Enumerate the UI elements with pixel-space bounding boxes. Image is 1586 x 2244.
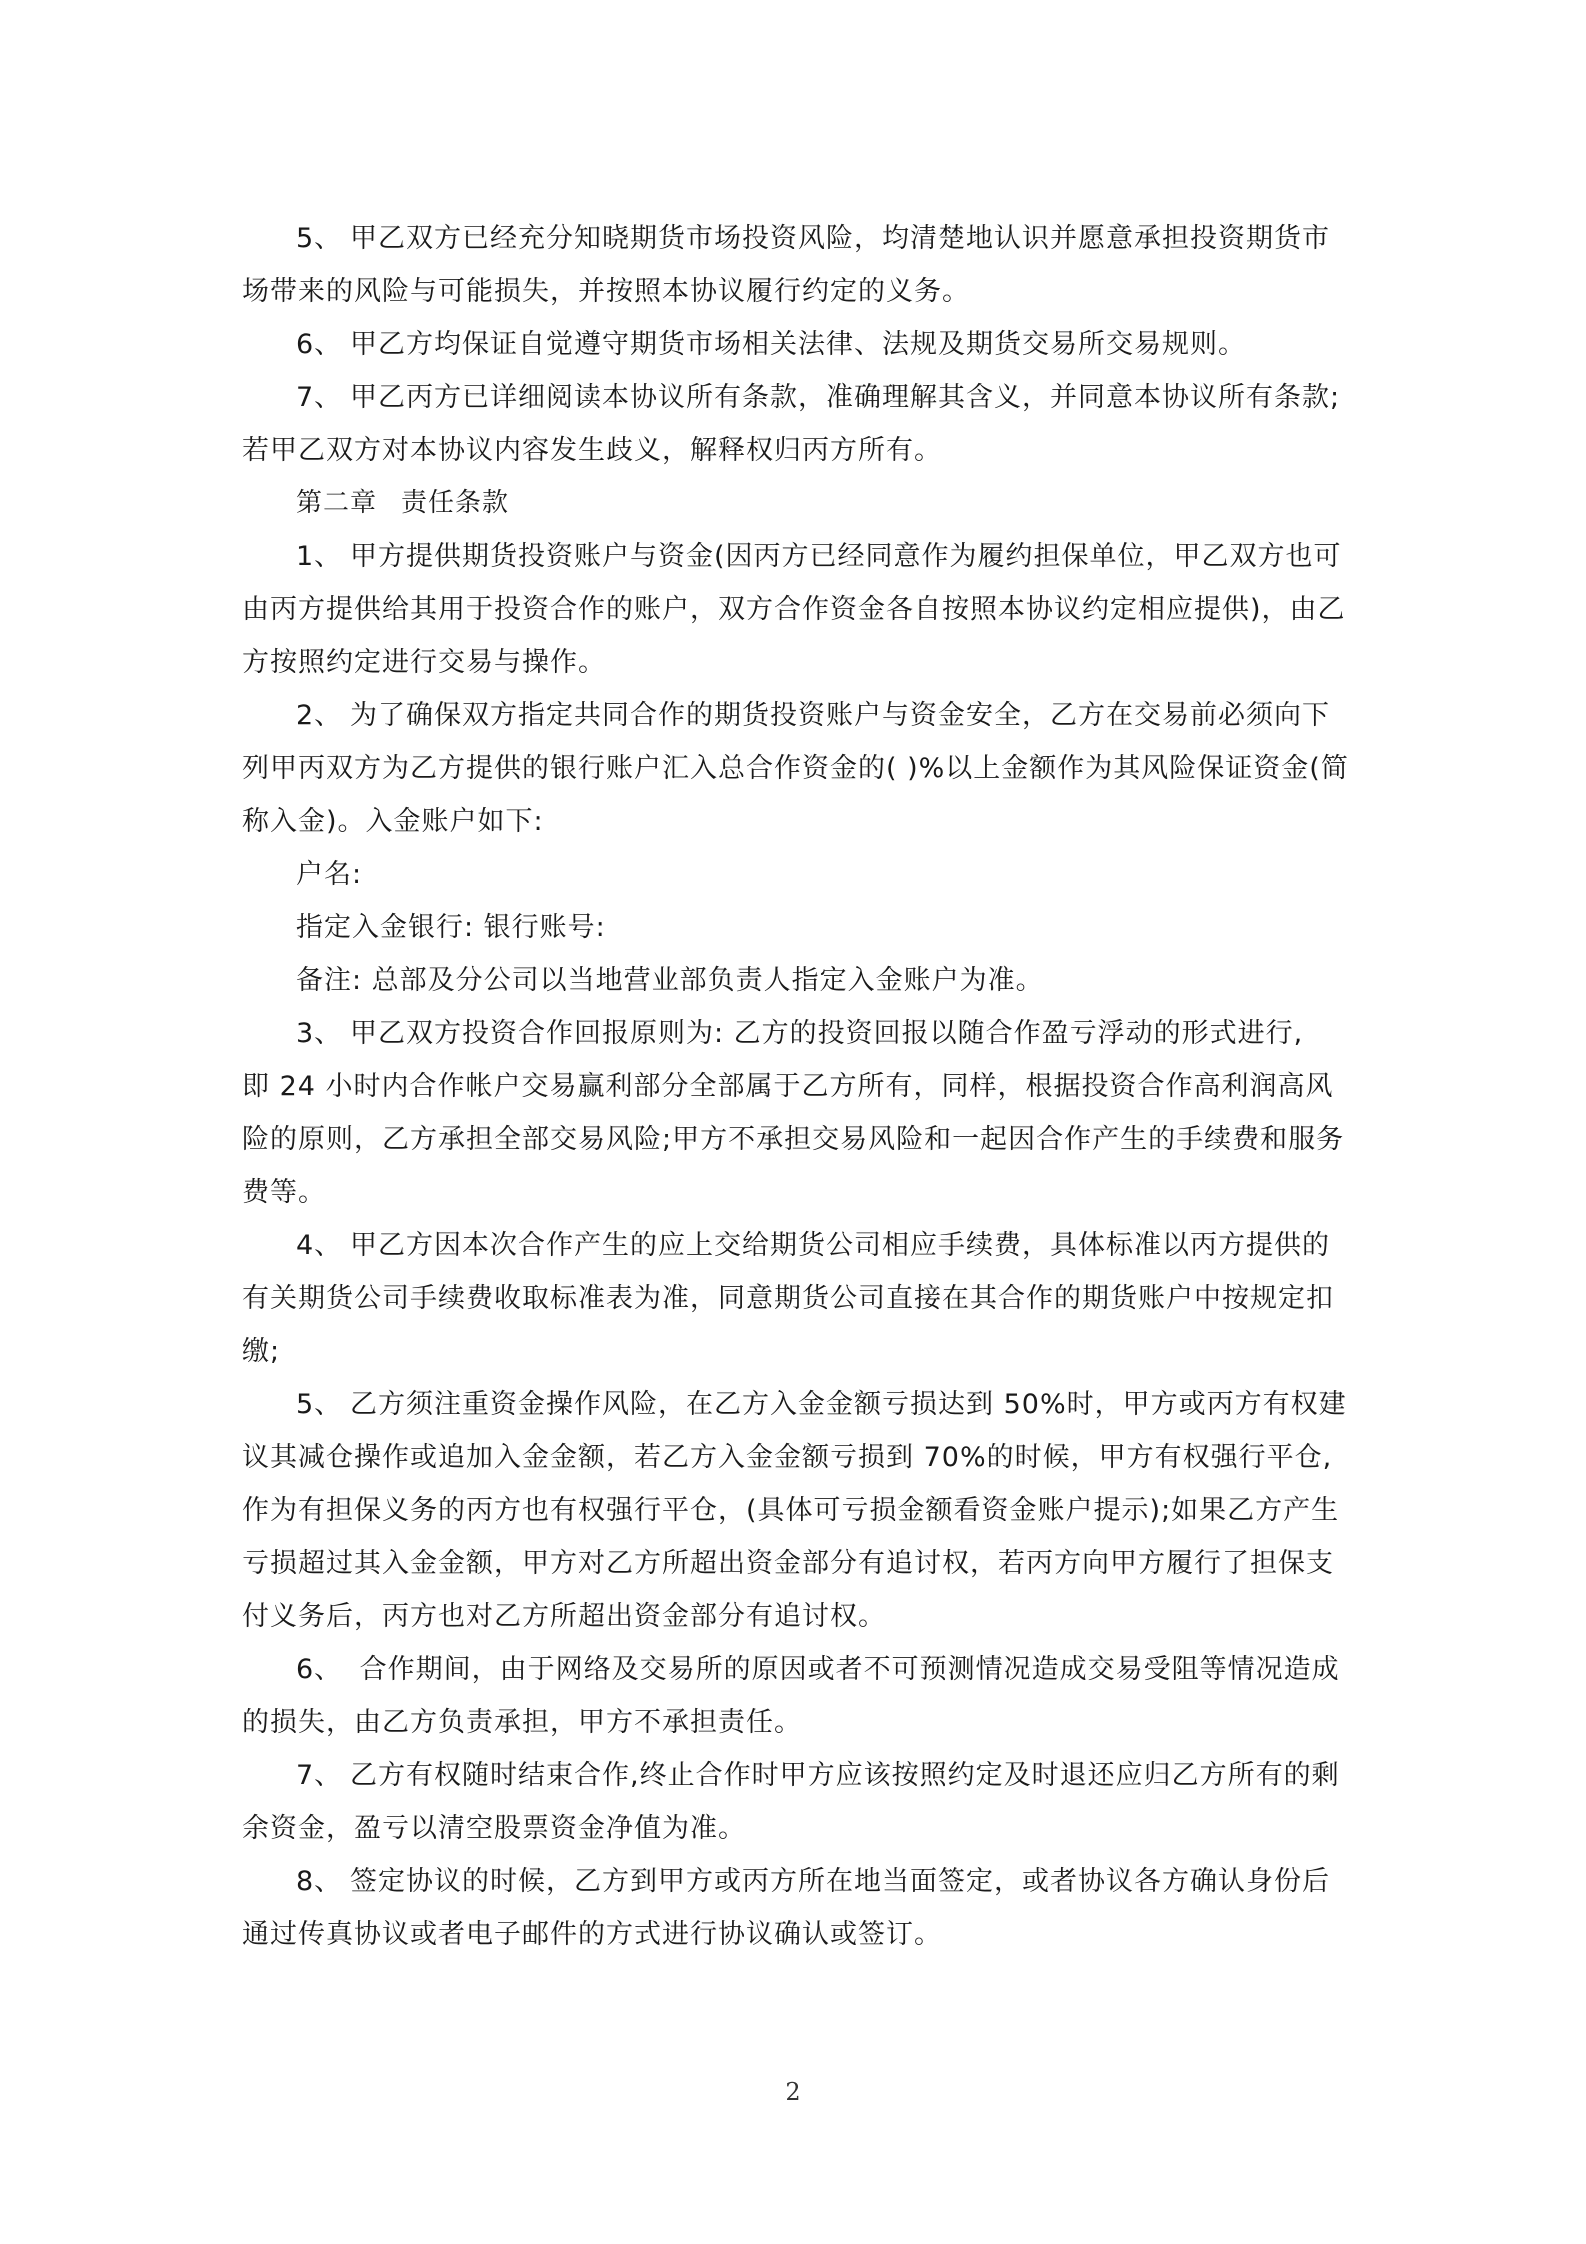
clause-line — [242, 371, 1354, 424]
chapter-title: 责任条款 — [401, 488, 510, 518]
clause-number: 1、 — [296, 541, 343, 572]
page-number: 2 — [785, 2078, 801, 2106]
clause-line: 由丙方提供给其用于投资合作的账户，双方合作资金各自按照本协议约定相应提供)，由乙 — [242, 594, 1346, 625]
clause-line: 有关期货公司手续费收取标准表为准，同意期货公司直接在其合作的期货账户中按规定扣 — [242, 1283, 1334, 1314]
clause-line — [242, 1219, 1354, 1272]
clause-line — [242, 1007, 1354, 1060]
responsibility-clause-4 — [242, 1219, 1354, 1378]
clause-number: 6、 — [296, 1654, 343, 1685]
clause-line: 议其减仓操作或追加入金金额，若乙方入金金额亏损到 70%的时候，甲方有权强行平仓, — [242, 1442, 1333, 1473]
clause-line — [242, 1378, 1354, 1431]
clause-line: 列甲丙双方为乙方提供的银行账户汇入总合作资金的( )%以上金额作为其风险保证资金(简 — [242, 753, 1349, 784]
clause-line: 险的原则，乙方承担全部交易风险;甲方不承担交易风险和一起因合作产生的手续费和服务 — [242, 1124, 1345, 1155]
responsibility-clause-5 — [242, 1378, 1354, 1643]
clause-line — [242, 1749, 1354, 1802]
clause-text: 甲乙方均保证自觉遵守期货市场相关法律、法规及期货交易所交易规则。 — [350, 329, 1246, 360]
clause-number: 7、 — [296, 1760, 343, 1791]
clause-line: 付义务后，丙方也对乙方所超出资金部分有追讨权。 — [242, 1601, 886, 1632]
responsibility-clause-2 — [242, 689, 1354, 848]
clause-text: 甲乙双方已经充分知晓期货市场投资风险，均清楚地认识并愿意承担投资期货市 — [350, 223, 1330, 254]
clause-number: 3、 — [296, 1018, 343, 1049]
responsibility-clause-7 — [242, 1749, 1354, 1855]
chapter-heading — [242, 477, 1354, 530]
clause-number: 6、 — [296, 329, 343, 360]
responsibility-clause-8 — [242, 1855, 1354, 1961]
clause-line — [242, 1855, 1354, 1908]
chapter-label: 第二章 — [296, 488, 378, 518]
clause-line: 即 24 小时内合作帐户交易赢利部分全部属于乙方所有，同样，根据投资合作高利润高风 — [242, 1071, 1334, 1102]
clause-number: 7、 — [296, 382, 343, 413]
clause-text: 甲乙方因本次合作产生的应上交给期货公司相应手续费，具体标准以丙方提供的 — [350, 1230, 1330, 1261]
clause-item-7 — [242, 371, 1354, 477]
clause-text: 合作期间，由于网络及交易所的原因或者不可预测情况造成交易受阻等情况造成 — [350, 1654, 1340, 1685]
account-name-field: 户名: — [296, 859, 363, 890]
clause-number: 2、 — [296, 700, 343, 731]
responsibility-clause-3 — [242, 1007, 1354, 1219]
clause-number: 5、 — [296, 223, 343, 254]
account-note: 备注: 总部及分公司以当地营业部负责人指定入金账户为准。 — [296, 965, 1044, 996]
clause-line: 通过传真协议或者电子邮件的方式进行协议确认或签订。 — [242, 1919, 942, 1950]
clause-line — [242, 530, 1354, 583]
clause-line: 称入金)。入金账户如下: — [242, 806, 544, 837]
clause-line: 缴; — [242, 1336, 281, 1367]
clause-line: 余资金，盈亏以清空股票资金净值为准。 — [242, 1813, 746, 1844]
clause-line — [242, 689, 1354, 742]
clause-line: 场带来的风险与可能损失，并按照本协议履行约定的义务。 — [242, 276, 970, 307]
clause-line — [242, 1643, 1354, 1696]
responsibility-clause-6 — [242, 1643, 1354, 1749]
clause-text: 甲乙双方投资合作回报原则为: 乙方的投资回报以随合作盈亏浮动的形式进行, — [350, 1018, 1304, 1049]
clause-line — [242, 318, 1354, 371]
bank-account-field: 指定入金银行: 银行账号: — [296, 912, 606, 943]
clause-text: 甲方提供期货投资账户与资金(因丙方已经同意作为履约担保单位，甲乙双方也可 — [350, 541, 1342, 572]
clause-text: 甲乙丙方已详细阅读本协议所有条款，准确理解其含义，并同意本协议所有条款; — [350, 382, 1341, 413]
clause-number: 5、 — [296, 1389, 343, 1420]
clause-line: 若甲乙双方对本协议内容发生歧义，解释权归丙方所有。 — [242, 435, 942, 466]
clause-number: 4、 — [296, 1230, 343, 1261]
clause-text: 乙方须注重资金操作风险，在乙方入金金额亏损达到 50%时，甲方或丙方有权建 — [350, 1389, 1347, 1420]
clause-line: 的损失，由乙方负责承担，甲方不承担责任。 — [242, 1707, 802, 1738]
responsibility-clause-1 — [242, 530, 1354, 689]
clause-number: 8、 — [296, 1866, 343, 1897]
clause-text: 乙方有权随时结束合作,终止合作时甲方应该按照约定及时退还应归乙方所有的剩 — [350, 1760, 1340, 1791]
clause-line: 亏损超过其入金金额，甲方对乙方所超出资金部分有追讨权，若丙方向甲方履行了担保支 — [242, 1548, 1334, 1579]
clause-item-5 — [242, 212, 1354, 318]
clause-text: 为了确保双方指定共同合作的期货投资账户与资金安全，乙方在交易前必须向下 — [350, 700, 1330, 731]
clause-item-6 — [242, 318, 1354, 371]
clause-line: 方按照约定进行交易与操作。 — [242, 647, 606, 678]
document-body — [242, 212, 1354, 1961]
clause-line — [242, 212, 1354, 265]
clause-text: 签定协议的时候，乙方到甲方或丙方所在地当面签定，或者协议各方确认身份后 — [350, 1866, 1330, 1897]
clause-line: 费等。 — [242, 1177, 326, 1208]
clause-line: 作为有担保义务的丙方也有权强行平仓，(具体可亏损金额看资金账户提示);如果乙方产生 — [242, 1495, 1340, 1526]
